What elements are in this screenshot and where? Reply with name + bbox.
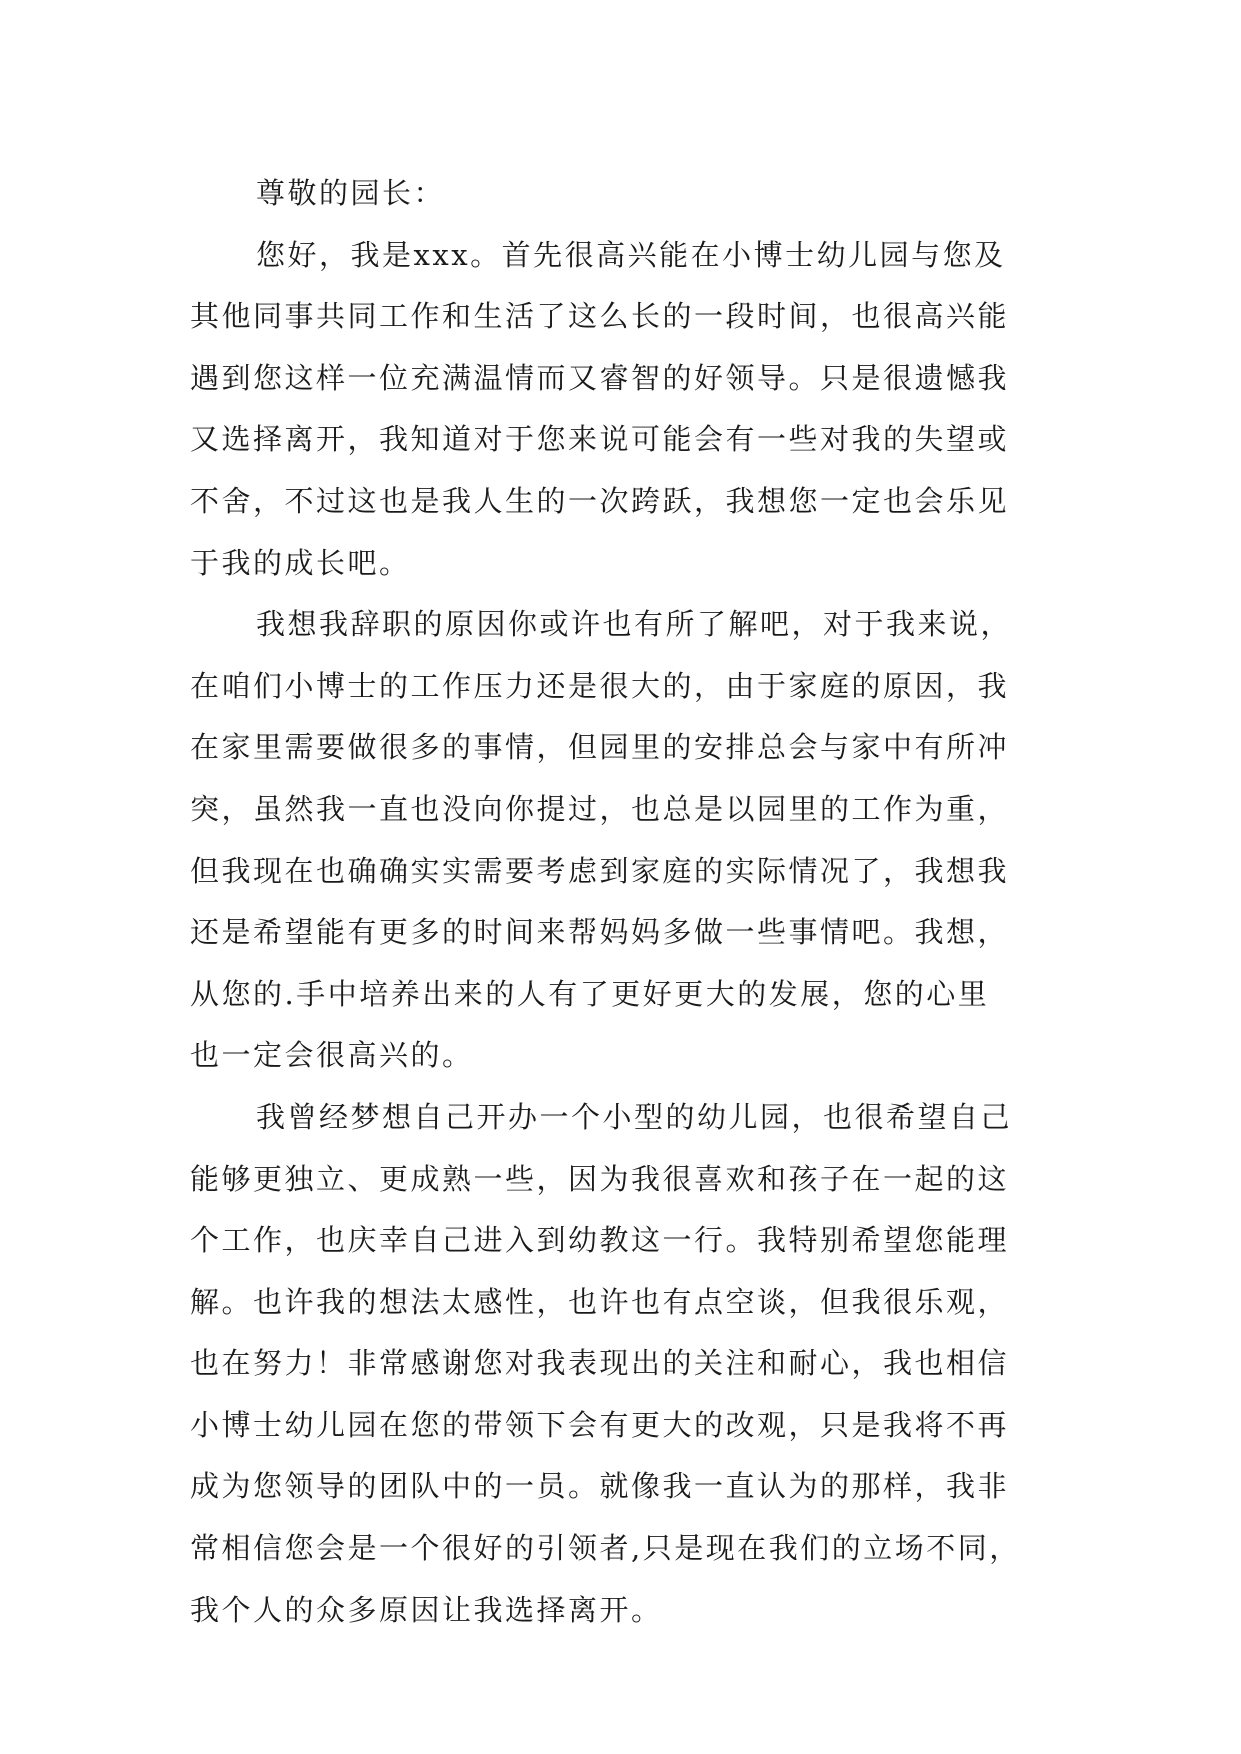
text-line: 我曾经梦想自己开办一个小型的幼儿园，也很希望自己: [256, 1099, 1013, 1134]
text-line: 小博士幼儿园在您的带领下会有更大的改观，只是我将不再: [190, 1407, 1010, 1442]
text-line: 常相信您会是一个很好的引领者,只是现在我们的立场不同，: [190, 1531, 1021, 1566]
text-line: 突，虽然我一直也没向你提过，也总是以园里的工作为重，: [190, 791, 1010, 826]
paragraph-2: [190, 594, 1050, 1087]
text-line: 能够更独立、更成熟一些，因为我很喜欢和孩子在一起的这: [190, 1161, 1010, 1196]
resignation-letter: [190, 163, 1050, 1641]
salutation: 尊敬的园长：: [256, 176, 446, 210]
text-line: 在家里需要做很多的事情，但园里的安排总会与家中有所冲: [190, 730, 1010, 765]
text-line: 但我现在也确确实实需要考虑到家庭的实际情况了，我想我: [190, 853, 1010, 888]
text-line: 我个人的众多原因让我选择离开。: [190, 1592, 663, 1627]
text-line: 不舍，不过这也是我人生的一次跨跃，我想您一定也会乐见: [190, 483, 1010, 518]
paragraph-1: [190, 225, 1050, 595]
text-line: 也一定会很高兴的。: [190, 1038, 474, 1073]
text-line: 成为您领导的团队中的一员。就像我一直认为的那样，我非: [190, 1469, 1010, 1504]
text-line: 个工作，也庆幸自己进入到幼教这一行。我特别希望您能理: [190, 1223, 1010, 1258]
text-line: 我想我辞职的原因你或许也有所了解吧，对于我来说，: [256, 607, 1013, 642]
text-line: 解。也许我的想法太感性，也许也有点空谈，但我很乐观，: [190, 1284, 1010, 1319]
text-line: 于我的成长吧。: [190, 545, 411, 580]
paragraph-3: [190, 1087, 1050, 1641]
text-line: 又选择离开，我知道对于您来说可能会有一些对我的失望或: [190, 422, 1010, 457]
text-line: 在咱们小博士的工作压力还是很大的，由于家庭的原因，我: [190, 668, 1010, 703]
text-line: 遇到您这样一位充满温情而又睿智的好领导。只是很遗憾我: [190, 360, 1010, 395]
text-line: 您好，我是xxx。首先很高兴能在小博士幼儿园与您及: [256, 237, 1006, 272]
text-line: 其他同事共同工作和生活了这么长的一段时间，也很高兴能: [190, 299, 1010, 334]
text-line: 从您的.手中培养出来的人有了更好更大的发展，您的心里: [190, 976, 990, 1011]
text-line: 还是希望能有更多的时间来帮妈妈多做一些事情吧。我想，: [190, 915, 1010, 950]
text-line: 也在努力！非常感谢您对我表现出的关注和耐心，我也相信: [190, 1346, 1010, 1381]
